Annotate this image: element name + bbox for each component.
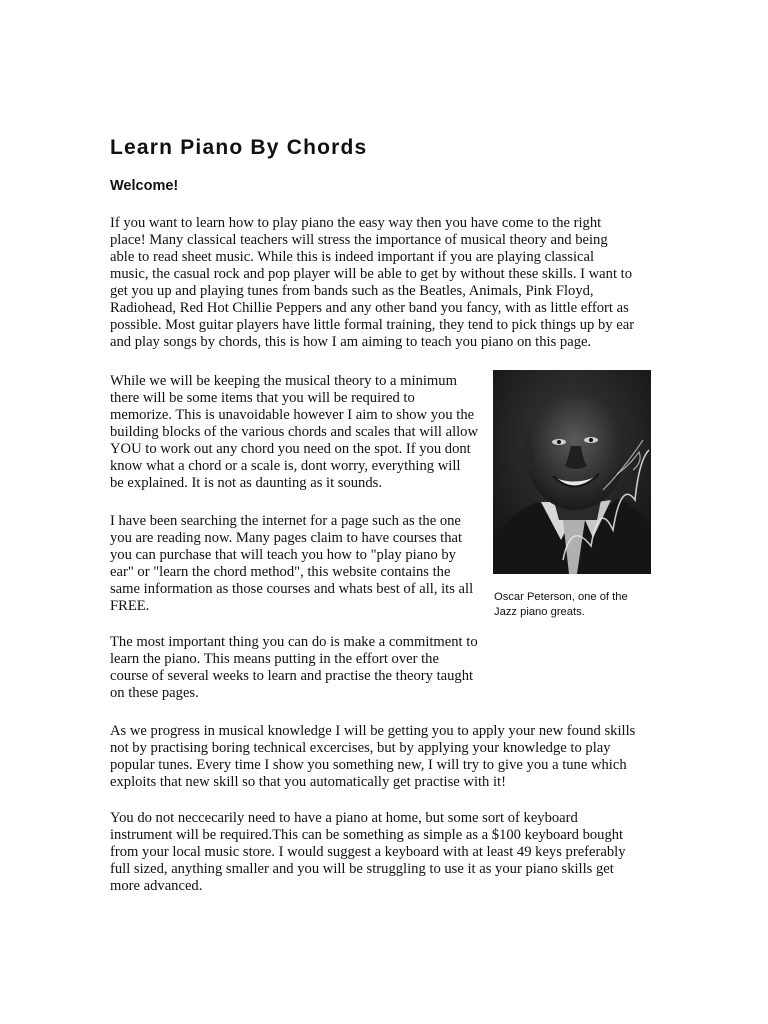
text-line: ear" or "learn the chord method", this website contains the	[110, 564, 451, 580]
text-line: you can purchase that will teach you how to "play piano by	[110, 547, 456, 563]
text-line: FREE.	[110, 598, 150, 614]
text-line: As we progress in musical knowledge I will be getting you to apply your new found skills	[110, 723, 636, 739]
text-line: music, the casual rock and pop player will be able to get by without these skills. I want to	[110, 266, 633, 282]
portrait-photo	[493, 370, 651, 574]
text-line: YOU to work out any chord you need on the spot. If you dont	[110, 441, 471, 457]
text-line: learn the piano. This means putting in the effort over the	[110, 651, 439, 667]
text-line: course of several weeks to learn and practise the theory taught	[110, 668, 474, 684]
text-line: you are reading now. Many pages claim to have courses that	[110, 530, 463, 546]
text-line: know what a chord or a scale is, dont worry, everything will	[110, 458, 461, 474]
text-line: exploits that new skill so that you automatically get practise with it!	[110, 774, 506, 790]
paragraph-intro	[110, 215, 634, 351]
text-line: I have been searching the internet for a page such as the one	[110, 513, 461, 529]
paragraph-keyboard	[110, 810, 626, 895]
text-line: memorize. This is unavoidable however I aim to show you the	[110, 407, 475, 423]
text-line: there will be some items that you will be required to	[110, 390, 415, 406]
text-line: instrument will be required.This can be something as simple as a $100 keyboard bought	[110, 827, 624, 843]
text-line: on these pages.	[110, 685, 199, 701]
text-line: get you up and playing tunes from bands such as the Beatles, Animals, Pink Floyd,	[110, 283, 594, 299]
paragraph-theory	[110, 373, 478, 492]
caption-line: Oscar Peterson, one of the	[494, 591, 628, 603]
text-line: Radiohead, Red Hot Chillie Peppers and any other band you fancy, with as little effort as	[110, 300, 629, 316]
text-line: If you want to learn how to play piano the easy way then you have come to the right	[110, 215, 602, 231]
text-line: not by practising boring technical excercises, but by applying your knowledge to play	[110, 740, 611, 756]
text-line: The most important thing you can do is make a commitment to	[110, 634, 478, 650]
text-line: from your local music store. I would suggest a keyboard with at least 49 keys preferably	[110, 844, 626, 860]
text-line: place! Many classical teachers will stress the importance of musical theory and being	[110, 232, 608, 248]
text-line: and play songs by chords, this is how I am aiming to teach you piano on this page.	[110, 334, 592, 350]
text-line: able to read sheet music. While this is indeed important if you are playing classical	[110, 249, 595, 265]
text-line: building blocks of the various chords and scales that will allow	[110, 424, 479, 440]
text-line: You do not neccecarily need to have a piano at home, but some sort of keyboard	[110, 810, 578, 826]
paragraph-search	[110, 513, 473, 615]
text-line: be explained. It is not as daunting as it sounds.	[110, 475, 382, 491]
text-line: same information as those courses and whats best of all, its all	[110, 581, 474, 597]
paragraph-progress	[110, 723, 635, 791]
section-heading-welcome: Welcome!	[110, 178, 179, 194]
text-line: more advanced.	[110, 878, 203, 894]
text-line: full sized, anything smaller and you will be struggling to use it as your piano skills get	[110, 861, 614, 877]
page-title: Learn Piano By Chords	[110, 136, 368, 159]
text-line: While we will be keeping the musical theory to a minimum	[110, 373, 457, 389]
paragraph-commitment	[110, 634, 478, 702]
photo-caption	[494, 590, 628, 619]
caption-line: Jazz piano greats.	[494, 605, 585, 618]
text-line: possible. Most guitar players have little formal training, they tend to pick things up by ear	[110, 317, 635, 333]
text-line: popular tunes. Every time I show you something new, I will try to give you a tune which	[110, 757, 627, 773]
